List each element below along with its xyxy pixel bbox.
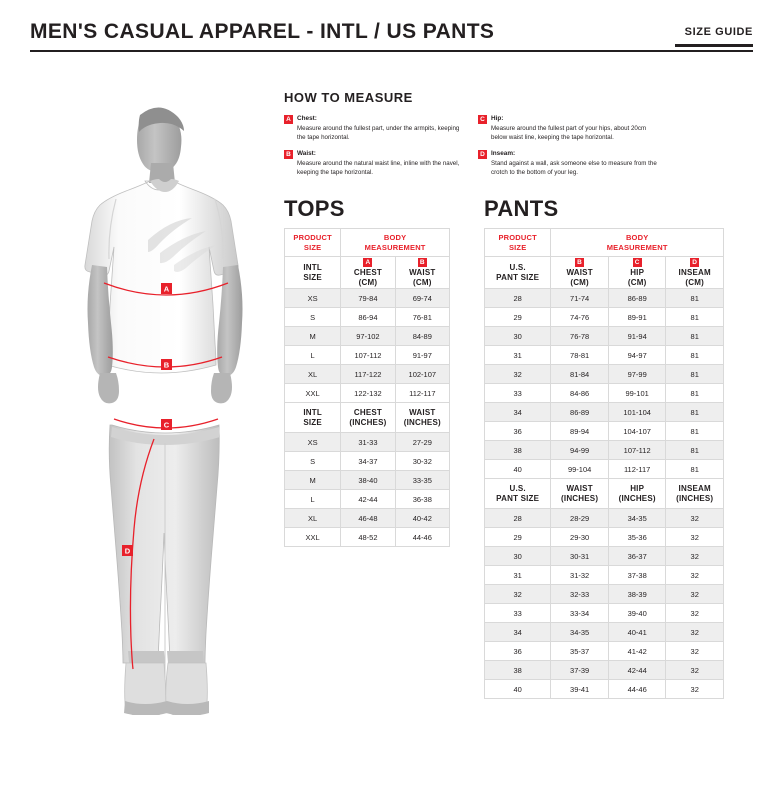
badge-c: C (478, 115, 487, 124)
pants-cm-cell-8-0: 38 (485, 441, 551, 460)
how-to-measure-column-right (478, 114, 658, 184)
figure-svg (30, 95, 270, 715)
pants-cm-cell-7-1: 89-94 (551, 422, 609, 441)
how-to-measure-title: HOW TO MEASURE (284, 90, 413, 105)
table-row (285, 346, 450, 365)
tops-inches-col-header-0: INTL SIZE (285, 403, 341, 433)
pants-inches-cell-0-3: 32 (666, 509, 724, 528)
table-row (285, 528, 450, 547)
pants-cm-cell-6-1: 86-89 (551, 403, 609, 422)
badge-d: D (478, 150, 487, 159)
figure-head (137, 107, 184, 183)
table-row (485, 289, 724, 308)
pants-table-block (484, 196, 724, 699)
pants-cm-cell-9-3: 81 (666, 460, 724, 479)
measure-name-inseam: Inseam: (491, 150, 516, 158)
pants-cm-cell-9-2: 112-117 (608, 460, 666, 479)
pants-inches-col-header-1: WAIST (INCHES) (551, 479, 609, 509)
pants-cm-cell-6-0: 34 (485, 403, 551, 422)
how-to-measure-section (284, 90, 754, 184)
tops-cm-header-row (285, 257, 450, 289)
pants-inches-cell-3-1: 31-32 (551, 566, 609, 585)
size-guide-underline (675, 44, 753, 47)
svg-text:D: D (124, 546, 131, 556)
measure-text-hip: Measure around the fullest part of your hips, about 20cm below waist line, keeping the tape horizontal. (491, 124, 647, 141)
pants-cm-cell-2-3: 81 (666, 327, 724, 346)
pants-cm-cell-4-3: 81 (666, 365, 724, 384)
pants-inches-col-header-0: U.S. PANT SIZE (485, 479, 551, 509)
table-row (485, 585, 724, 604)
pants-cm-cell-8-1: 94-99 (551, 441, 609, 460)
tops-inches-col-header-1: CHEST (INCHES) (341, 403, 395, 433)
pants-inches-cell-7-3: 32 (666, 642, 724, 661)
pants-cm-cell-3-1: 78-81 (551, 346, 609, 365)
svg-text:C: C (163, 420, 170, 430)
pants-inches-cell-0-2: 34-35 (608, 509, 666, 528)
pants-inches-cell-1-2: 35-36 (608, 528, 666, 547)
pants-cm-col-header-2: C HIP (CM) (608, 257, 666, 289)
pants-cm-cell-3-3: 81 (666, 346, 724, 365)
pants-cm-cell-5-2: 99-101 (608, 384, 666, 403)
tops-inches-cell-2-2: 33-35 (395, 471, 449, 490)
tops-inches-cell-0-2: 27-29 (395, 433, 449, 452)
pants-inches-cell-5-2: 39-40 (608, 604, 666, 623)
pants-inches-cell-4-1: 32-33 (551, 585, 609, 604)
pants-cm-cell-2-2: 91-94 (608, 327, 666, 346)
pants-cm-col-header-1: B WAIST (CM) (551, 257, 609, 289)
tops-cm-cell-5-0: XXL (285, 384, 341, 403)
table-row (285, 384, 450, 403)
tops-cm-cell-0-2: 69-74 (395, 289, 449, 308)
tops-inches-cell-4-1: 46-48 (341, 509, 395, 528)
tops-cm-cell-4-0: XL (285, 365, 341, 384)
pants-cm-cell-0-0: 28 (485, 289, 551, 308)
pants-cm-cell-7-0: 36 (485, 422, 551, 441)
pants-cm-cell-4-0: 32 (485, 365, 551, 384)
table-row (285, 365, 450, 384)
tops-cm-cell-4-1: 117-122 (341, 365, 395, 384)
measure-text-waist: Measure around the natural waist line, inline with the navel, keeping the tape horizontal. (297, 159, 460, 177)
pants-inches-cell-2-3: 32 (666, 547, 724, 566)
tops-inches-cell-5-2: 44-46 (395, 528, 449, 547)
table-row (485, 403, 724, 422)
measure-name-chest: Chest: (297, 115, 317, 122)
table-row (485, 604, 724, 623)
table-row (285, 433, 450, 452)
table-row (285, 452, 450, 471)
tops-inches-cell-2-0: M (285, 471, 341, 490)
table-row (485, 680, 724, 699)
tops-cm-cell-2-2: 84-89 (395, 327, 449, 346)
pants-inches-cell-0-0: 28 (485, 509, 551, 528)
pants-cm-cell-2-0: 30 (485, 327, 551, 346)
pants-group-header-body-measurement: BODY MEASUREMENT (551, 229, 724, 257)
tops-cm-cell-3-1: 107-112 (341, 346, 395, 365)
tops-inches-header-row (285, 403, 450, 433)
pants-inches-cell-1-1: 29-30 (551, 528, 609, 547)
table-row (485, 460, 724, 479)
pants-cm-cell-0-1: 71-74 (551, 289, 609, 308)
svg-text:A: A (163, 284, 170, 294)
tops-cm-cell-4-2: 102-107 (395, 365, 449, 384)
tops-table-body (285, 229, 450, 547)
pants-inches-cell-8-3: 32 (666, 661, 724, 680)
pants-inches-cell-1-3: 32 (666, 528, 724, 547)
pants-cm-cell-8-3: 81 (666, 441, 724, 460)
measure-text-inseam: Stand against a wall, ask someone else to measure from the crotch to the bottom of your leg. (491, 159, 657, 177)
pants-table (484, 228, 724, 699)
tops-cm-col-header-2: B WAIST (CM) (395, 257, 449, 289)
tops-cm-cell-1-0: S (285, 308, 341, 327)
tops-cm-cell-2-1: 97-102 (341, 327, 395, 346)
tops-inches-cell-0-1: 31-33 (341, 433, 395, 452)
pants-inches-cell-1-0: 29 (485, 528, 551, 547)
pants-cm-col-header-3: D INSEAM (CM) (666, 257, 724, 289)
tops-inches-cell-3-0: L (285, 490, 341, 509)
pants-inches-cell-8-2: 42-44 (608, 661, 666, 680)
table-row (485, 384, 724, 403)
table-row (285, 308, 450, 327)
pants-cm-cell-4-2: 97-99 (608, 365, 666, 384)
pants-inches-cell-5-0: 33 (485, 604, 551, 623)
pants-inches-cell-4-3: 32 (666, 585, 724, 604)
pants-cm-cell-4-1: 81-84 (551, 365, 609, 384)
pants-cm-cell-2-1: 76-78 (551, 327, 609, 346)
pants-inches-cell-7-2: 41-42 (608, 642, 666, 661)
tops-cm-cell-1-1: 86-94 (341, 308, 395, 327)
pants-cm-cell-5-3: 81 (666, 384, 724, 403)
table-row (485, 623, 724, 642)
tops-inches-cell-1-0: S (285, 452, 341, 471)
pants-inches-cell-8-0: 38 (485, 661, 551, 680)
tops-cm-col-header-1: A CHEST (CM) (341, 257, 395, 289)
how-to-measure-column-left (284, 114, 464, 184)
pants-cm-cell-9-1: 99-104 (551, 460, 609, 479)
badge-a: A (284, 115, 293, 124)
how-to-measure-item-chest (284, 114, 464, 142)
table-row (485, 509, 724, 528)
pants-cm-cell-7-2: 104-107 (608, 422, 666, 441)
size-guide-label: SIZE GUIDE (684, 26, 753, 38)
pants-inches-cell-6-3: 32 (666, 623, 724, 642)
table-row (485, 365, 724, 384)
how-to-measure-item-waist (284, 149, 464, 177)
pants-inches-cell-9-2: 44-46 (608, 680, 666, 699)
how-to-measure-item-hip (478, 114, 658, 142)
tops-cm-cell-2-0: M (285, 327, 341, 346)
pants-cm-cell-0-2: 86-89 (608, 289, 666, 308)
measure-text-chest: Measure around the fullest part, under the armpits, keeping the tape horizontal. (297, 124, 460, 141)
table-row (485, 642, 724, 661)
pants-inches-cell-6-1: 34-35 (551, 623, 609, 642)
pants-cm-cell-7-3: 81 (666, 422, 724, 441)
pants-inches-cell-5-1: 33-34 (551, 604, 609, 623)
tops-inches-cell-1-1: 34-37 (341, 452, 395, 471)
pants-inches-cell-3-0: 31 (485, 566, 551, 585)
badge-b: B (575, 258, 584, 267)
tops-cm-cell-1-2: 76-81 (395, 308, 449, 327)
table-row (285, 289, 450, 308)
pants-cm-header-row (485, 257, 724, 289)
pants-inches-cell-9-0: 40 (485, 680, 551, 699)
measure-name-waist: Waist: (297, 150, 316, 158)
tops-inches-cell-5-0: XXL (285, 528, 341, 547)
pants-inches-cell-7-0: 36 (485, 642, 551, 661)
pants-group-header-product-size: PRODUCT SIZE (485, 229, 551, 257)
table-row (485, 346, 724, 365)
table-row (485, 422, 724, 441)
pants-inches-cell-4-0: 32 (485, 585, 551, 604)
pants-inches-cell-6-2: 40-41 (608, 623, 666, 642)
table-row (485, 308, 724, 327)
table-row (485, 661, 724, 680)
pants-inches-cell-9-3: 32 (666, 680, 724, 699)
tops-inches-cell-2-1: 38-40 (341, 471, 395, 490)
pants-table-body (485, 229, 724, 699)
pants-cm-cell-6-3: 81 (666, 403, 724, 422)
tops-cm-cell-0-1: 79-84 (341, 289, 395, 308)
pants-inches-cell-5-3: 32 (666, 604, 724, 623)
tops-inches-cell-1-2: 30-32 (395, 452, 449, 471)
tops-group-header-product-size: PRODUCT SIZE (285, 229, 341, 257)
pants-inches-cell-8-1: 37-39 (551, 661, 609, 680)
badge-c: C (633, 258, 642, 267)
table-row (285, 327, 450, 346)
badge-b: B (284, 150, 293, 159)
pants-cm-cell-8-2: 107-112 (608, 441, 666, 460)
tops-cm-cell-3-0: L (285, 346, 341, 365)
tops-cm-cell-3-2: 91-97 (395, 346, 449, 365)
pants-inches-cell-7-1: 35-37 (551, 642, 609, 661)
svg-text:B: B (163, 360, 170, 370)
tops-inches-cell-0-0: XS (285, 433, 341, 452)
tops-inches-cell-5-1: 48-52 (341, 528, 395, 547)
pants-inches-cell-2-0: 30 (485, 547, 551, 566)
table-row (485, 547, 724, 566)
tops-inches-cell-4-2: 40-42 (395, 509, 449, 528)
tops-group-header-body-measurement: BODY MEASUREMENT (341, 229, 450, 257)
pants-inches-cell-2-1: 30-31 (551, 547, 609, 566)
pants-inches-cell-0-1: 28-29 (551, 509, 609, 528)
pants-cm-cell-5-1: 84-86 (551, 384, 609, 403)
pants-cm-cell-3-2: 94-97 (608, 346, 666, 365)
pants-inches-cell-3-3: 32 (666, 566, 724, 585)
tops-heading: TOPS (284, 196, 345, 221)
pants-heading: PANTS (484, 196, 559, 221)
male-figure-illustration (30, 95, 270, 715)
pants-cm-cell-1-1: 74-76 (551, 308, 609, 327)
table-row (485, 566, 724, 585)
tops-cm-col-header-0: INTL SIZE (285, 257, 341, 289)
tops-inches-cell-4-0: XL (285, 509, 341, 528)
tops-group-header-row (285, 229, 450, 257)
pants-group-header-row (485, 229, 724, 257)
pants-inches-col-header-2: HIP (INCHES) (608, 479, 666, 509)
page-title: MEN'S CASUAL APPAREL - INTL / US PANTS (30, 20, 495, 43)
tops-inches-col-header-2: WAIST (INCHES) (395, 403, 449, 433)
page-header (30, 14, 753, 52)
table-row (485, 528, 724, 547)
badge-b: B (418, 258, 427, 267)
pants-cm-cell-6-2: 101-104 (608, 403, 666, 422)
table-row (485, 327, 724, 346)
pants-cm-cell-1-2: 89-91 (608, 308, 666, 327)
pants-cm-cell-0-3: 81 (666, 289, 724, 308)
table-row (485, 441, 724, 460)
pants-cm-cell-3-0: 31 (485, 346, 551, 365)
pants-inches-cell-3-2: 37-38 (608, 566, 666, 585)
tops-cm-cell-5-1: 122-132 (341, 384, 395, 403)
tops-table-block (284, 196, 450, 547)
pants-cm-cell-5-0: 33 (485, 384, 551, 403)
tops-table (284, 228, 450, 547)
pants-cm-cell-1-0: 29 (485, 308, 551, 327)
tops-cm-cell-0-0: XS (285, 289, 341, 308)
badge-a: A (363, 258, 372, 267)
pants-inches-cell-2-2: 36-37 (608, 547, 666, 566)
figure-shoes (124, 663, 209, 715)
table-row (285, 471, 450, 490)
pants-inches-cell-6-0: 34 (485, 623, 551, 642)
pants-inches-cell-4-2: 38-39 (608, 585, 666, 604)
how-to-measure-item-inseam (478, 149, 658, 177)
measure-name-hip: Hip: (491, 115, 504, 122)
badge-d: D (690, 258, 699, 267)
table-row (285, 509, 450, 528)
tops-inches-cell-3-2: 36-38 (395, 490, 449, 509)
tops-inches-cell-3-1: 42-44 (341, 490, 395, 509)
pants-inches-header-row (485, 479, 724, 509)
pants-inches-col-header-3: INSEAM (INCHES) (666, 479, 724, 509)
pants-cm-cell-1-3: 81 (666, 308, 724, 327)
pants-cm-col-header-0: U.S. PANT SIZE (485, 257, 551, 289)
tops-cm-cell-5-2: 112-117 (395, 384, 449, 403)
pants-inches-cell-9-1: 39-41 (551, 680, 609, 699)
pants-cm-cell-9-0: 40 (485, 460, 551, 479)
table-row (285, 490, 450, 509)
